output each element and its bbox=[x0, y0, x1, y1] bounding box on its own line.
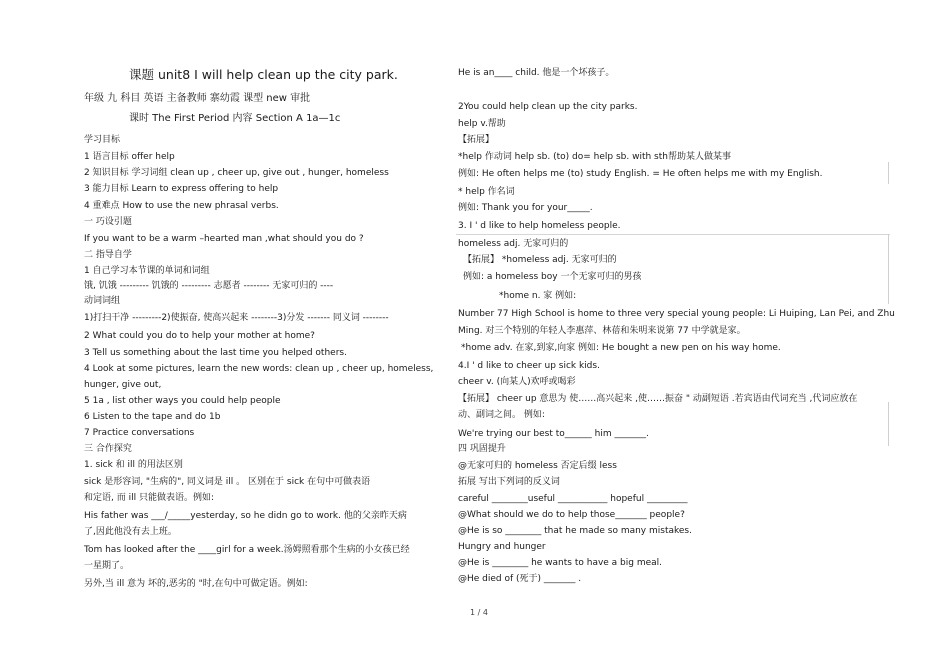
left-line-15: hunger, give out, bbox=[84, 380, 162, 390]
right-line-4: *help 作动词 help sb. (to) do= help sb. with sth帮助某人做某事 bbox=[458, 152, 731, 162]
lesson-meta: 年级 九 科目 英语 主备教师 寨幼霞 课型 new 审批 bbox=[84, 93, 311, 104]
table-border bbox=[888, 234, 889, 304]
lesson-title: 课题 unit8 I will help clean up the city park. bbox=[129, 67, 398, 82]
left-line-0: 学习目标 bbox=[84, 135, 121, 145]
right-line-9: homeless adj. 无家可归的 bbox=[458, 239, 569, 249]
right-line-1: 2You could help clean up the city parks. bbox=[458, 102, 638, 112]
left-line-26: 一星期了。 bbox=[84, 561, 130, 571]
right-line-25: @What should we do to help those_______ people? bbox=[458, 510, 685, 520]
left-line-10: 动词词组 bbox=[84, 296, 121, 306]
right-line-26: @He is so ________ that he made so many mistakes. bbox=[458, 526, 692, 536]
left-line-23: His father was ___/_____yesterday, so he didn go to work. 他的父亲昨天病 bbox=[84, 511, 407, 521]
right-line-27: Hungry and hunger bbox=[458, 542, 546, 552]
left-line-20: 1. sick 和 ill 的用法区别 bbox=[84, 460, 183, 470]
left-line-7: 二 指导自学 bbox=[84, 250, 132, 260]
left-line-11: 1)打扫干净 ---------2)使振奋, 使高兴起来 --------3)分发 ------- 同义词 -------- bbox=[84, 313, 389, 323]
right-line-2: help v.帮助 bbox=[458, 119, 506, 129]
left-line-21: sick 是形容词, "生病的", 同义词是 ill 。 区别在于 sick 在句中可做表语 bbox=[84, 477, 371, 487]
right-line-6: * help 作名词 bbox=[458, 187, 515, 197]
right-line-28: @He is ________ he wants to have a big meal. bbox=[458, 558, 663, 568]
right-line-18: 【拓展】 cheer up 意思为 使……高兴起来 ,使……振奋 " 动副短语 .若宾语由代词充当 ,代词应放在 bbox=[458, 394, 858, 404]
right-line-21: 四 巩固提升 bbox=[458, 444, 506, 454]
table-border bbox=[888, 162, 889, 184]
left-line-19: 三 合作探究 bbox=[84, 444, 132, 454]
lesson-period: 课时 The First Period 内容 Section A 1a—1c bbox=[129, 113, 341, 124]
right-line-5: 例如: He often helps me (to) study English. = He often helps me with my English. bbox=[458, 169, 823, 179]
page-number: 1 / 4 bbox=[470, 608, 488, 617]
right-line-10: 【拓展】 *homeless adj. 无家可归的 bbox=[463, 255, 617, 265]
left-line-1: 1 语言目标 offer help bbox=[84, 152, 175, 162]
left-line-12: 2 What could you do to help your mother at home? bbox=[84, 331, 315, 341]
left-line-27: 另外,当 ill 意为 坏的,恶劣的 "时,在句中可做定语。例如: bbox=[84, 579, 308, 589]
left-line-4: 4 重难点 How to use the new phrasal verbs. bbox=[84, 201, 279, 211]
right-line-29: @He died of (死于) _______ . bbox=[458, 574, 582, 584]
right-line-8: 3. I ' d like to help homeless people. bbox=[458, 221, 621, 231]
left-line-6: If you want to be a warm –hearted man ,what should you do ? bbox=[84, 234, 364, 244]
right-line-22: @无家可归的 homeless 否定后缀 less bbox=[458, 461, 617, 471]
table-border bbox=[888, 402, 889, 446]
right-line-14: Ming. 对三个特别的年轻人李惠萍、林蓓和朱明来说第 77 中学就是家。 bbox=[458, 326, 746, 336]
left-line-5: 一 巧设引题 bbox=[84, 217, 132, 227]
left-line-16: 5 1a , list other ways you could help people bbox=[84, 396, 281, 406]
right-line-24: careful ________useful ___________ hopeful _________ bbox=[458, 494, 688, 504]
right-line-17: cheer v. (向某人)欢呼或喝彩 bbox=[458, 377, 576, 387]
left-line-17: 6 Listen to the tape and do 1b bbox=[84, 412, 221, 422]
table-border bbox=[456, 234, 890, 235]
right-line-11: 例如: a homeless boy 一个无家可归的男孩 bbox=[463, 272, 642, 282]
left-line-18: 7 Practice conversations bbox=[84, 428, 195, 438]
left-line-14: 4 Look at some pictures, learn the new words: clean up , cheer up, homeless, bbox=[84, 364, 434, 374]
left-line-8: 1 自己学习本节课的单词和词组 bbox=[84, 266, 210, 276]
right-line-20: We're trying our best to______ him _______. bbox=[458, 429, 649, 439]
left-line-25: Tom has looked after the ____girl for a week.汤姆照看那个生病的小女孩已经 bbox=[84, 545, 410, 555]
right-line-13: Number 77 High School is home to three very special young people: Li Huiping, Lan Pei, and Zhu bbox=[458, 309, 895, 319]
left-line-2: 2 知识目标 学习词组 clean up , cheer up, give out , hunger, homeless bbox=[84, 168, 389, 178]
left-line-22: 和定语, 而 ill 只能做表语。例如: bbox=[84, 493, 214, 503]
left-line-3: 3 能力目标 Learn to express offering to help bbox=[84, 184, 279, 194]
right-line-12: *home n. 家 例如: bbox=[499, 291, 577, 301]
left-line-13: 3 Tell us something about the last time you helped others. bbox=[84, 348, 347, 358]
left-line-24: 了,因此他没有去上班。 bbox=[84, 527, 177, 537]
right-line-3: 【拓展】 bbox=[458, 135, 495, 145]
right-line-7: 例如: Thank you for your_____. bbox=[458, 203, 593, 213]
left-line-9: 饿, 饥饿 --------- 饥饿的 --------- 志愿者 -------- 无家可归的 ---- bbox=[84, 281, 334, 291]
right-line-0: He is an____ child. 他是一个坏孩子。 bbox=[458, 68, 615, 78]
right-line-19: 动、副词之间。 例如: bbox=[458, 410, 545, 420]
right-line-15: *home adv. 在家,到家,向家 例如: He bought a new pen on his way home. bbox=[461, 343, 781, 353]
right-line-16: 4.I ' d like to cheer up sick kids. bbox=[458, 361, 600, 371]
right-line-23: 拓展 写出下列词的反义词 bbox=[458, 477, 560, 487]
